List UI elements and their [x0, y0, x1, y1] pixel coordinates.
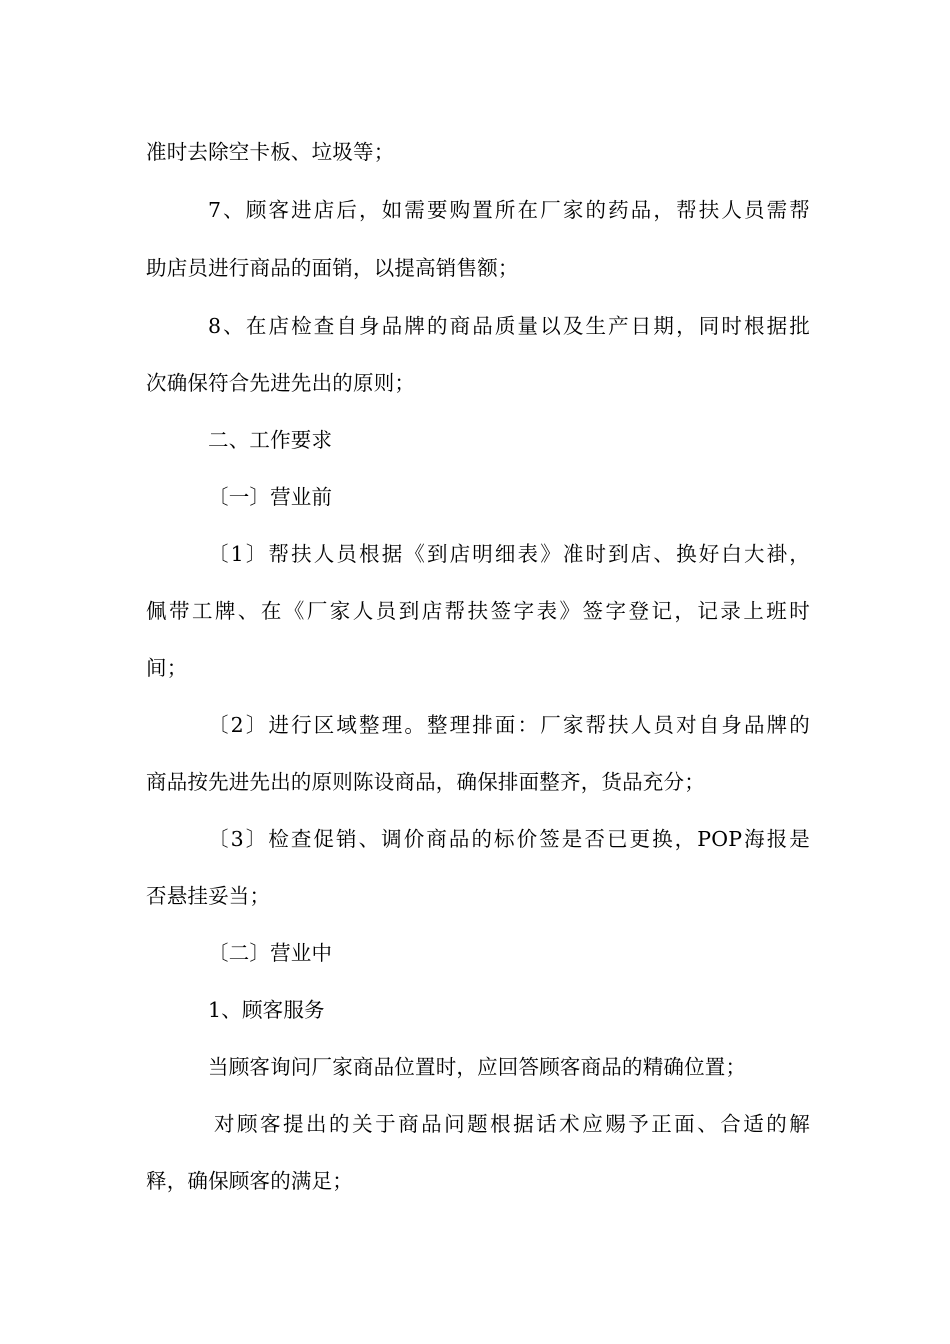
text-line-18: 对顾客提出的关于商品问题根据话术应赐予正面、合适的解: [214, 1112, 810, 1136]
text-line-5: 次确保符合先进先出的原则；: [146, 371, 416, 395]
text-line-11: 〔2〕进行区域整理。整理排面：厂家帮扶人员对自身品牌的: [208, 713, 810, 737]
text-line-12: 商品按先进先出的原则陈设商品，确保排面整齐，货品充分；: [146, 770, 705, 794]
subsection-heading-1: 〔一〕营业前: [208, 485, 333, 509]
text-line-14: 否悬挂妥当；: [146, 884, 271, 908]
text-line-8: 〔1〕帮扶人员根据《到店明细表》准时到店、换好白大褂，: [208, 542, 810, 566]
section-heading: 二、工作要求: [208, 428, 333, 452]
text-line-19: 释，确保顾客的满足；: [146, 1169, 353, 1193]
text-line-2: 7、顾客进店后，如需要购置所在厂家的药品，帮扶人员需帮: [208, 198, 810, 222]
text-line-1: 准时去除空卡板、垃圾等；: [146, 140, 395, 164]
item-heading-1: 1、顾客服务: [208, 998, 325, 1022]
text-line-13: 〔3〕检查促销、调价商品的标价签是否已更换，POP海报是: [208, 827, 810, 851]
text-line-9: 佩带工牌、在《厂家人员到店帮扶签字表》签字登记，记录上班时: [146, 599, 810, 623]
text-line-3: 助店员进行商品的面销，以提高销售额；: [146, 256, 519, 280]
text-line-4: 8、在店检查自身品牌的商品质量以及生产日期，同时根据批: [208, 314, 810, 338]
subsection-heading-2: 〔二〕营业中: [208, 941, 333, 965]
text-line-10: 间；: [146, 656, 188, 680]
text-line-17: 当顾客询问厂家商品位置时，应回答顾客商品的精确位置；: [208, 1055, 747, 1079]
